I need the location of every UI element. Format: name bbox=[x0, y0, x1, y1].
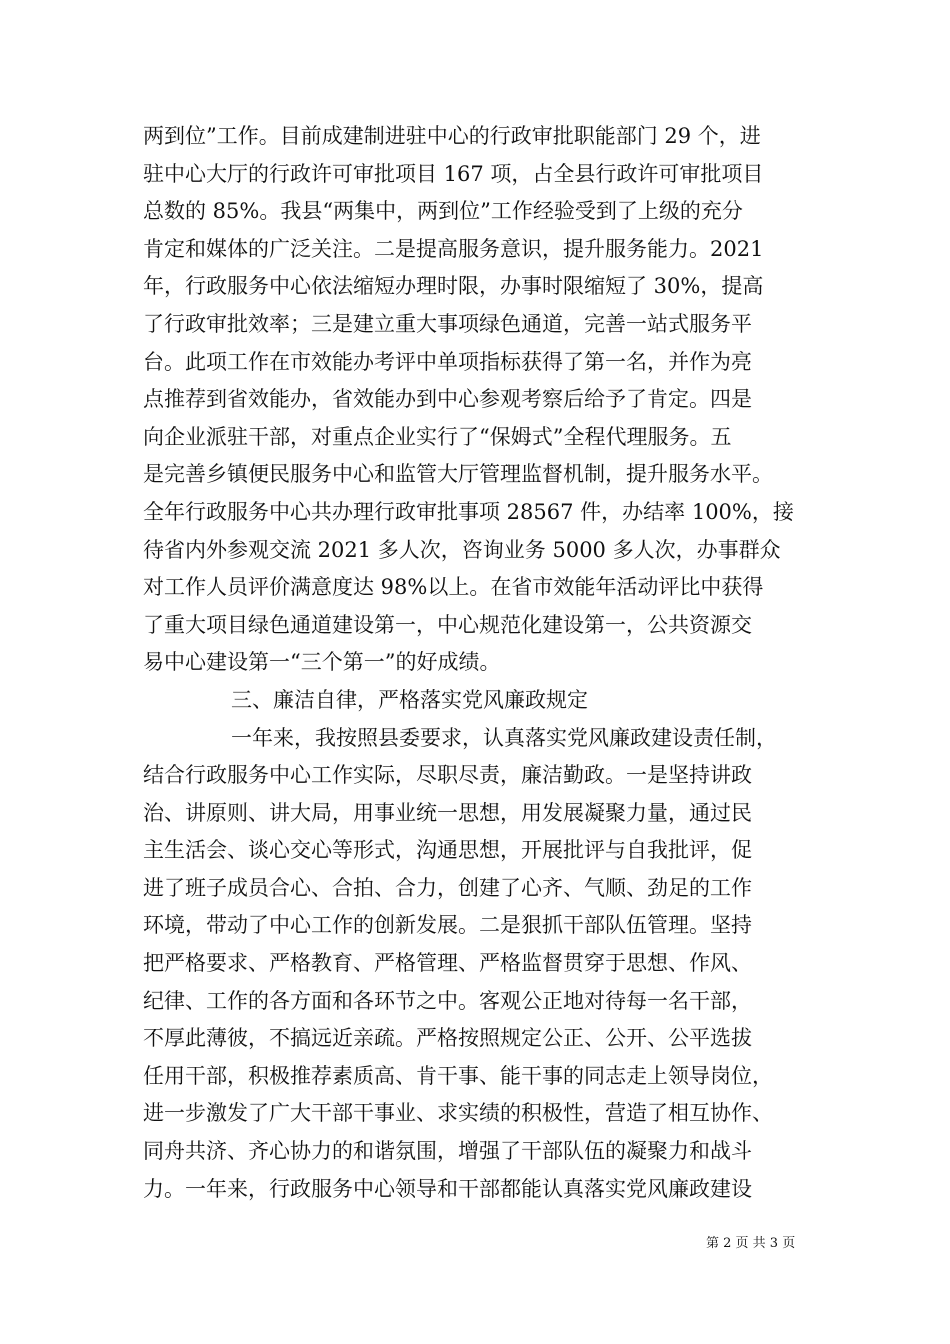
text-line: 年，行政服务中心依法缩短办理时限，办事时限缩短了 30%，提高 bbox=[143, 274, 764, 299]
text-line: 对工作人员评价满意度达 98%以上。在省市效能年活动评比中获得 bbox=[143, 575, 764, 600]
text-line: 肯定和媒体的广泛关注。二是提高服务意识，提升服务能力。2021 bbox=[143, 236, 764, 261]
text-line: 力。一年来，行政服务中心领导和干部都能认真落实党风廉政建设 bbox=[143, 1176, 752, 1201]
text-line: 同舟共济、齐心协力的和谐氛围，增强了干部队伍的凝聚力和战斗 bbox=[143, 1139, 752, 1164]
text-line: 点推荐到省效能办，省效能办到中心参观考察后给予了肯定。四是 bbox=[143, 387, 752, 412]
paragraph-continuation bbox=[143, 118, 811, 682]
text-line: 进了班子成员合心、合拍、合力，创建了心齐、气顺、劲足的工作 bbox=[143, 875, 752, 900]
text-line: 把严格要求、严格教育、严格管理、严格监督贯穿于思想、作风、 bbox=[143, 951, 752, 976]
text-line: 主生活会、谈心交心等形式，沟通思想，开展批评与自我批评，促 bbox=[143, 838, 752, 863]
text-line: 两到位”工作。目前成建制进驻中心的行政审批职能部门 29 个，进 bbox=[143, 124, 761, 148]
document-body bbox=[143, 118, 811, 1208]
text-line: 任用干部，积极推荐素质高、肯干事、能干事的同志走上领导岗位， bbox=[143, 1063, 773, 1088]
section-heading: 三、廉洁自律，严格落实党风廉政规定 bbox=[231, 687, 588, 712]
text-line: 驻中心大厅的行政许可审批项目 167 项，占全县行政许可审批项目 bbox=[143, 161, 764, 186]
paragraph-discipline bbox=[143, 720, 811, 1209]
text-line: 总数的 85%。我县“两集中，两到位”工作经验受到了上级的充分 bbox=[143, 199, 743, 224]
text-line: 治、讲原则、讲大局，用事业统一思想，用发展凝聚力量，通过民 bbox=[143, 800, 752, 825]
paragraph-first-line: 一年来，我按照县委要求，认真落实党风廉政建设责任制， bbox=[231, 725, 777, 750]
text-line: 向企业派驻干部，对重点企业实行了“保姆式”全程代理服务。五 bbox=[143, 424, 732, 449]
text-line: 待省内外参观交流 2021 多人次，咨询业务 5000 多人次，办事群众 bbox=[143, 537, 781, 562]
text-line: 环境，带动了中心工作的创新发展。二是狠抓干部队伍管理。坚持 bbox=[143, 913, 752, 938]
text-line: 易中心建设第一“三个第一”的好成绩。 bbox=[143, 650, 501, 675]
text-line: 了重大项目绿色通道建设第一，中心规范化建设第一，公共资源交 bbox=[143, 612, 752, 637]
page-number-footer: 第 2 页 共 3 页 bbox=[706, 1236, 796, 1251]
text-line: 了行政审批效率；三是建立重大事项绿色通道，完善一站式服务平 bbox=[143, 311, 752, 336]
text-line: 进一步激发了广大干部干事业、求实绩的积极性，营造了相互协作、 bbox=[143, 1101, 773, 1126]
text-line: 不厚此薄彼，不搞远近亲疏。严格按照规定公正、公开、公平选拔 bbox=[143, 1026, 752, 1051]
text-line: 全年行政服务中心共办理行政审批事项 28567 件，办结率 100%，接 bbox=[143, 499, 794, 524]
text-line: 是完善乡镇便民服务中心和监管大厅管理监督机制，提升服务水平。 bbox=[143, 462, 773, 487]
text-line: 台。此项工作在市效能办考评中单项指标获得了第一名，并作为亮 bbox=[143, 349, 752, 374]
text-line: 结合行政服务中心工作实际，尽职尽责，廉洁勤政。一是坚持讲政 bbox=[143, 763, 752, 788]
text-line: 纪律、工作的各方面和各环节之中。客观公正地对待每一名干部， bbox=[143, 988, 752, 1013]
